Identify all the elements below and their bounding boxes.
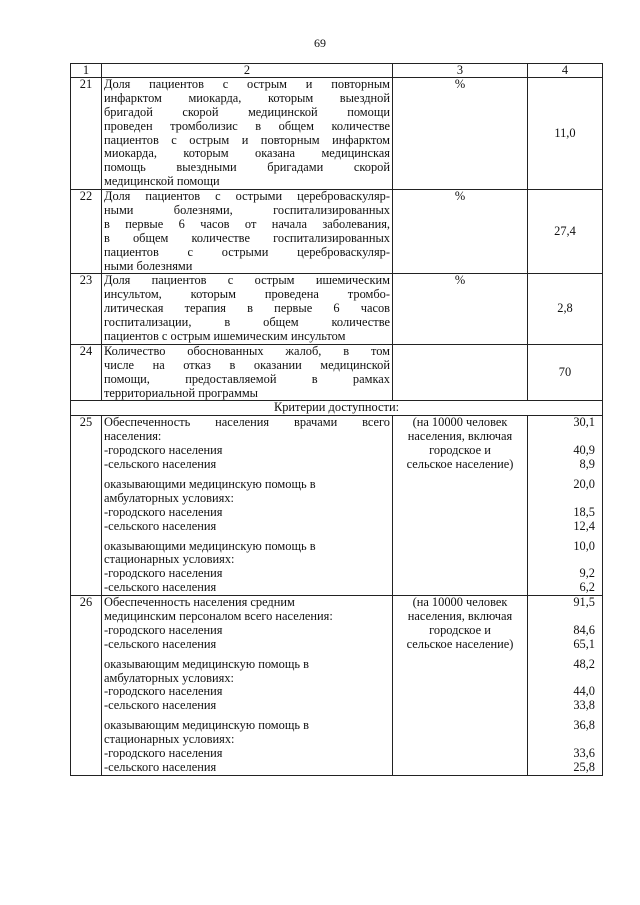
row-number: 26 <box>71 596 102 776</box>
description-line: медицинской помощи <box>104 175 220 189</box>
header-col-4: 4 <box>528 64 603 78</box>
criteria-table-body <box>71 64 603 776</box>
description-line: -сельского населения <box>104 581 217 595</box>
row-value: 70 <box>558 364 572 379</box>
description-line: -сельского населения <box>104 637 217 651</box>
unit-line: городское и <box>429 623 491 637</box>
header-col-3: 3 <box>393 64 528 78</box>
row-number: 23 <box>71 274 102 344</box>
description-line: оказывающим медицинскую помощь в <box>104 719 309 733</box>
row-description <box>102 190 393 274</box>
description-line: в общем количестве госпитализированных <box>104 231 390 245</box>
description-line: амбулаторных условиях: <box>104 491 234 505</box>
description-line: -сельского населения <box>104 699 217 713</box>
description-line: пациентов с острыми цереброваскуляр- <box>104 245 390 259</box>
description-line: миокарда, которым оказана медицинская <box>104 147 390 161</box>
row-description <box>102 596 393 776</box>
description-line: бригадой скорой медицинской помощи <box>104 105 390 119</box>
row-value <box>530 430 600 444</box>
row-value-cell <box>528 416 603 596</box>
row-number: 25 <box>71 416 102 596</box>
row-value <box>530 672 600 686</box>
row-value-cell <box>528 190 603 274</box>
unit-line: сельское население) <box>406 637 514 651</box>
unit-line: населения, включая <box>407 430 513 444</box>
description-line: оказывающими медицинскую помощь в <box>104 477 316 491</box>
page-number: 69 <box>314 36 326 50</box>
description-line: территориальной программы <box>104 386 259 400</box>
row-value: 12,4 <box>573 519 595 533</box>
row-unit <box>393 596 528 776</box>
row-number: 22 <box>71 190 102 274</box>
row-number: 21 <box>71 78 102 190</box>
row-value: 10,0 <box>573 539 595 553</box>
description-line: амбулаторных условиях: <box>104 671 234 685</box>
row-value: 11,0 <box>554 125 576 140</box>
description-line: -сельского населения <box>104 458 217 472</box>
row-value: 84,6 <box>573 623 595 637</box>
row-value: 33,6 <box>573 746 595 760</box>
description-line: инфарктом миокарда, которым выездной <box>104 91 390 105</box>
table-row <box>71 596 603 776</box>
description-line: проведен тромболизис в общем количестве <box>104 119 390 133</box>
table-row <box>71 344 603 401</box>
unit-line: сельское население) <box>406 458 514 472</box>
section-title: Критерии доступности: <box>71 401 603 416</box>
description-line: Обеспеченность населения врачами всего <box>104 416 390 430</box>
row-value: 18,5 <box>573 505 595 519</box>
row-number: 24 <box>71 344 102 401</box>
row-value: 25,8 <box>573 760 595 774</box>
row-value <box>530 492 600 506</box>
description-line: помощи, предоставляемой в рамках <box>104 372 390 386</box>
description-line: оказывающими медицинскую помощь в <box>104 539 316 553</box>
row-description <box>102 78 393 190</box>
description-line: -сельского населения <box>104 519 217 533</box>
row-value: 40,9 <box>573 444 595 458</box>
row-unit: % <box>393 78 528 190</box>
description-line: -городского населения <box>104 567 223 581</box>
description-line: госпитализации, в общем количестве <box>104 316 390 330</box>
row-value-cell <box>528 78 603 190</box>
description-line: литическая терапия в первые 6 часов <box>104 302 390 316</box>
description-line: пациентов с острым и повторным инфарктом <box>104 133 390 147</box>
unit-line: (на 10000 человек <box>412 416 508 430</box>
description-line: ными болезнями, госпитализированных <box>104 204 390 218</box>
row-value: 33,8 <box>573 699 595 713</box>
table-row <box>71 190 603 274</box>
row-description <box>102 416 393 596</box>
row-description <box>102 344 393 401</box>
description-line: -сельского населения <box>104 760 217 774</box>
unit-line: городское и <box>429 444 491 458</box>
row-value: 20,0 <box>573 477 595 491</box>
row-value: 36,8 <box>573 719 595 733</box>
description-line: -городского населения <box>104 444 223 458</box>
unit-line: (на 10000 человек <box>412 596 508 610</box>
row-unit: % <box>393 190 528 274</box>
description-line: помощь выездными бригадами скорой <box>104 161 390 175</box>
row-value: 65,1 <box>573 637 595 651</box>
row-value: 2,8 <box>557 301 573 316</box>
header-col-2: 2 <box>102 64 393 78</box>
header-col-1: 1 <box>71 64 102 78</box>
criteria-table <box>70 63 603 776</box>
row-unit: % <box>393 274 528 344</box>
description-line: пациентов с острым ишемическим инсультом <box>104 330 346 344</box>
description-line: -городского населения <box>104 505 223 519</box>
row-value <box>530 610 600 624</box>
description-line: оказывающим медицинскую помощь в <box>104 657 309 671</box>
row-value <box>530 553 600 567</box>
description-line: Количество обоснованных жалоб, в том <box>104 344 390 358</box>
description-line: Доля пациентов с острым и повторным <box>104 78 390 91</box>
description-line: Обеспеченность населения средним <box>104 596 295 610</box>
row-value: 30,1 <box>573 416 595 430</box>
description-line: -городского населения <box>104 685 223 699</box>
description-line: стационарных условиях: <box>104 733 235 747</box>
description-line: числе на отказ в оказании медицинской <box>104 358 390 372</box>
row-unit <box>393 416 528 596</box>
description-line: медицинским персоналом всего населения: <box>104 609 333 623</box>
section-row <box>71 401 603 416</box>
row-value: 9,2 <box>579 567 595 581</box>
description-line: ными болезнями <box>104 259 193 273</box>
table-row <box>71 78 603 190</box>
row-description <box>102 274 393 344</box>
description-line: Доля пациентов с острым ишемическим <box>104 274 390 288</box>
row-value: 27,4 <box>554 223 576 238</box>
row-unit <box>393 344 528 401</box>
header-row <box>71 64 603 78</box>
row-value: 6,2 <box>579 581 595 595</box>
row-value: 91,5 <box>573 596 595 610</box>
description-line: населения: <box>104 430 162 444</box>
description-line: инсультом, которым проведена тромбо- <box>104 288 390 302</box>
description-line: в первые 6 часов от начала заболевания, <box>104 217 390 231</box>
unit-line: населения, включая <box>407 609 513 623</box>
table-row <box>71 274 603 344</box>
row-value-cell <box>528 344 603 401</box>
table-row <box>71 416 603 596</box>
description-line: -городского населения <box>104 746 223 760</box>
row-value-cell <box>528 596 603 776</box>
row-value: 8,9 <box>579 458 595 472</box>
row-value <box>530 733 600 747</box>
description-line: -городского населения <box>104 623 223 637</box>
description-line: стационарных условиях: <box>104 553 235 567</box>
description-line: Доля пациентов с острыми цереброваскуляр- <box>104 190 390 204</box>
row-value-cell <box>528 274 603 344</box>
row-value: 48,2 <box>573 657 595 671</box>
row-value: 44,0 <box>573 685 595 699</box>
